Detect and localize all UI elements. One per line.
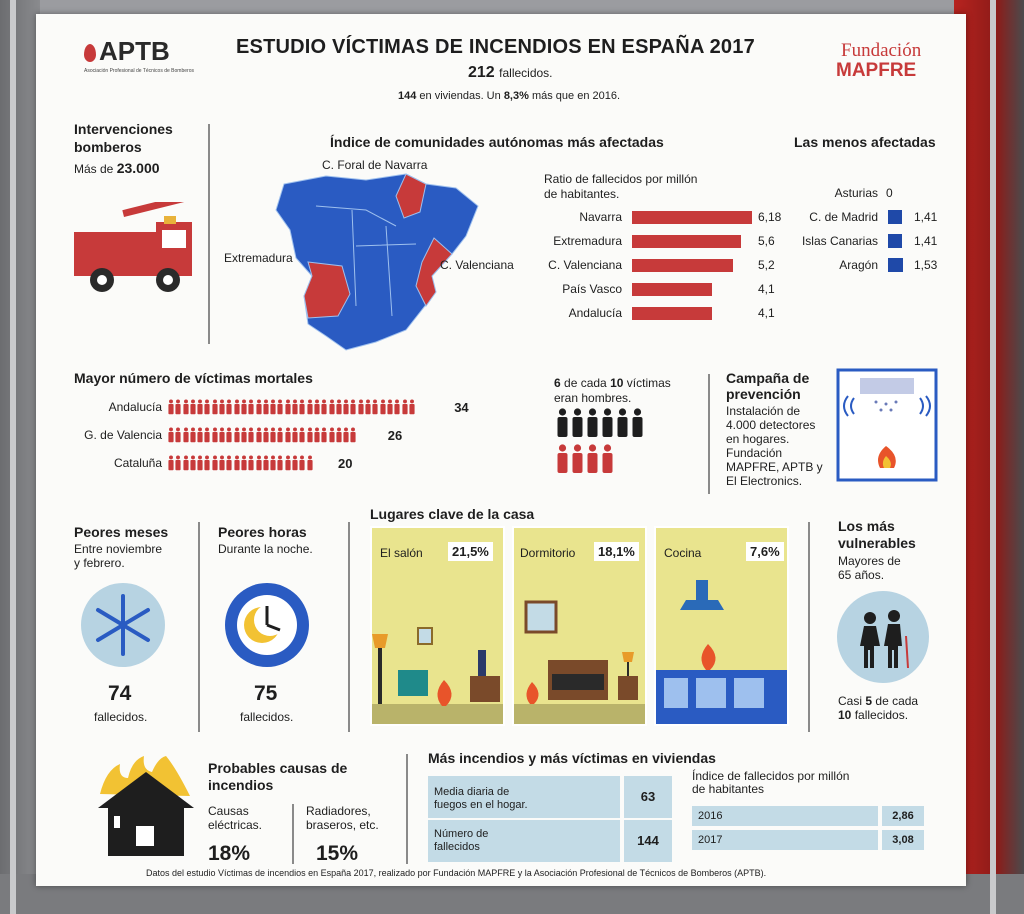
region-bar: [888, 210, 902, 224]
room-kitchen: [654, 526, 789, 726]
region-bar: [632, 259, 733, 272]
region-value: 4,1: [758, 282, 775, 296]
person-icon: [277, 426, 283, 444]
cause-heaters-value: 15%: [316, 842, 359, 865]
homes-r2-line1: Número de: [434, 828, 489, 840]
person-icon: [631, 408, 644, 438]
campaign-line: MAPFRE, APTB y: [726, 460, 823, 474]
person-icon: [263, 426, 269, 444]
flame-drop-icon: [84, 44, 96, 62]
campaign-line: Fundación: [726, 446, 783, 460]
person-icon: [277, 454, 283, 472]
aptb-logo-text: APTB: [99, 36, 170, 66]
person-icon: [285, 454, 291, 472]
total-deaths: [468, 64, 553, 82]
person-icon: [256, 454, 262, 472]
pictogram-row: [168, 398, 416, 421]
homes-r1-line2: fuegos en el hogar.: [434, 799, 528, 811]
region-label: Cataluña: [113, 456, 162, 470]
person-icon: [219, 398, 225, 416]
region-value: 34: [454, 400, 469, 415]
interventions-text: Más de: [74, 162, 114, 176]
person-icon: [190, 454, 196, 472]
region-label: Aragón: [839, 258, 878, 272]
divider: [292, 804, 294, 864]
person-icon: [556, 444, 569, 474]
months-title: Peores meses: [74, 524, 169, 540]
region-label: Andalucía: [568, 306, 622, 320]
interventions-title-2: bomberos: [74, 139, 142, 155]
person-icon: [175, 398, 181, 416]
hours-text: Durante la noche.: [218, 542, 313, 556]
room-name: Cocina: [664, 546, 702, 560]
person-icon: [307, 398, 313, 416]
region-value: 26: [387, 428, 403, 443]
person-icon: [241, 398, 247, 416]
region-value: 5,6: [758, 234, 775, 248]
footer-source: Datos del estudio Víctimas de incendios en España 2017, realizado por Fundación MAPFRE y la Asociación Profesional de Técnicos de Bomberos (APTB).: [146, 868, 767, 878]
snowflake-icon: [80, 582, 166, 668]
region-label: Navarra: [579, 210, 622, 224]
person-icon: [556, 408, 569, 438]
vulnerable-title-1: Los más: [838, 518, 895, 534]
person-icon: [197, 398, 203, 416]
infographic-banner: [36, 14, 966, 886]
person-icon: [343, 398, 349, 416]
person-icon: [350, 426, 356, 444]
months-text: [74, 542, 162, 570]
gender-line2: eran hombres.: [554, 391, 632, 405]
person-icon: [336, 426, 342, 444]
person-icon: [204, 398, 210, 416]
cause-electric-line1: Causas: [208, 804, 249, 818]
banner-pole-right: [990, 0, 996, 914]
banner-pole-left: [10, 0, 16, 914]
person-icon: [183, 454, 189, 472]
vulnerable-foot-b: 5: [865, 694, 873, 708]
homes-title: Más incendios y más víctimas en viviendas: [428, 750, 716, 766]
homes-index-2016: [692, 806, 878, 826]
person-icon: [380, 398, 386, 416]
room-pct: 21,5%: [448, 542, 493, 561]
campaign-title-1: Campaña de: [726, 370, 810, 386]
person-icon: [226, 454, 232, 472]
campaign-line: 4.000 detectores: [726, 418, 816, 432]
person-icon: [248, 426, 254, 444]
person-icon: [212, 398, 218, 416]
region-value: 1,41: [914, 210, 938, 224]
person-icon: [409, 398, 415, 416]
person-icon: [277, 398, 283, 416]
divider: [406, 754, 408, 864]
homes-index-title-2: de habitantes: [692, 782, 765, 796]
person-icon: [197, 454, 203, 472]
campaign-line: El Electronics.: [726, 474, 803, 488]
person-icon: [571, 408, 584, 438]
person-icon: [226, 398, 232, 416]
fire-truck-icon: [72, 202, 196, 302]
region-bar: [632, 307, 712, 320]
vulnerable-line1: Mayores de: [838, 554, 901, 568]
homes-index-2017-value: 3,08: [882, 830, 924, 850]
person-icon: [292, 454, 298, 472]
divider: [808, 522, 810, 732]
homes-year-2017: 2017: [698, 834, 723, 846]
gender-text: [554, 376, 671, 406]
kitchen-icon: [656, 574, 787, 724]
total-deaths-label: fallecidos.: [499, 66, 553, 80]
living-room-icon: [372, 614, 503, 724]
room-living: [370, 526, 505, 726]
map-label-valenciana: C. Valenciana: [440, 258, 514, 272]
person-icon: [299, 426, 305, 444]
divider: [208, 124, 210, 344]
person-icon: [394, 398, 400, 416]
homes-r1-line1: Media diaria de: [434, 786, 510, 798]
person-icon: [307, 454, 313, 472]
person-icon: [616, 408, 629, 438]
person-icon: [336, 398, 342, 416]
person-icon: [270, 398, 276, 416]
person-icon: [168, 454, 174, 472]
vulnerable-foot-e: fallecidos.: [854, 708, 909, 722]
total-deaths-value: 212: [468, 64, 495, 81]
hours-title: Peores horas: [218, 524, 307, 540]
person-icon: [586, 408, 599, 438]
region-value: 1,41: [914, 234, 938, 248]
vulnerable-foot-d: 10: [838, 708, 852, 722]
room-name: El salón: [380, 546, 423, 560]
vulnerable-footer: [838, 694, 918, 722]
vulnerable-title-2: vulnerables: [838, 535, 916, 551]
cause-heaters-line1: Radiadores,: [306, 804, 371, 818]
person-icon: [175, 454, 181, 472]
region-value: 1,53: [914, 258, 938, 272]
cause-heaters: [306, 804, 379, 832]
night-clock-icon: [224, 582, 310, 668]
person-icon: [183, 426, 189, 444]
region-bar: [632, 211, 752, 224]
elderly-couple-icon: [836, 590, 930, 684]
homes-index-2016-value: 2,86: [882, 806, 924, 826]
divider: [348, 522, 350, 732]
person-icon: [307, 426, 313, 444]
person-icon: [314, 426, 320, 444]
person-icon: [263, 398, 269, 416]
cause-heaters-line2: braseros, etc.: [306, 818, 379, 832]
deaths-title: Mayor número de víctimas mortales: [74, 370, 313, 386]
pictogram-row: [168, 454, 314, 477]
person-icon: [175, 426, 181, 444]
region-value: 4,1: [758, 306, 775, 320]
person-icon: [219, 426, 225, 444]
person-icon: [270, 454, 276, 472]
person-icon: [387, 398, 393, 416]
person-icon: [586, 444, 599, 474]
person-icon: [299, 454, 305, 472]
person-icon: [350, 398, 356, 416]
region-bar: [632, 235, 741, 248]
months-label: fallecidos.: [94, 710, 148, 724]
person-icon: [197, 426, 203, 444]
months-value: 74: [108, 682, 132, 705]
homes-index-title-1: Índice de fallecidos por millón: [692, 769, 850, 783]
homes-index-title: [692, 770, 849, 796]
person-icon: [168, 426, 174, 444]
campaign-lines: [726, 404, 823, 488]
map-label-navarra: C. Foral de Navarra: [322, 158, 428, 172]
campaign-title: [726, 370, 809, 402]
region-label: C. de Madrid: [809, 210, 878, 224]
header-sub-text2: más que en 2016.: [531, 90, 621, 102]
causes-title: [208, 760, 347, 794]
mapfre-logo-top: Fundación: [841, 40, 922, 61]
months-line1: Entre noviembre: [74, 542, 163, 556]
background-left: [0, 0, 40, 914]
person-icon: [263, 454, 269, 472]
homes-year-2016: 2016: [698, 810, 723, 822]
aptb-logo: [84, 36, 170, 67]
vulnerable-title: [838, 518, 916, 552]
homes-deaths-value: 144: [624, 820, 672, 862]
divider: [708, 374, 710, 494]
region-bar: [888, 258, 903, 272]
homes-daily-fires-value: 63: [624, 776, 672, 818]
header-subline: [398, 90, 620, 102]
person-icon: [402, 398, 408, 416]
person-icon: [365, 398, 371, 416]
page-title: ESTUDIO VÍCTIMAS DE INCENDIOS EN ESPAÑA 2017: [236, 36, 755, 58]
region-label: País Vasco: [562, 282, 622, 296]
person-icon: [190, 398, 196, 416]
vulnerable-foot-a: Casi: [838, 694, 863, 708]
smoke-detector-icon: [836, 368, 938, 482]
person-icon: [183, 398, 189, 416]
person-icon: [571, 444, 584, 474]
interventions-value: [74, 160, 160, 176]
person-icon: [601, 444, 614, 474]
region-label: Andalucía: [108, 400, 162, 414]
person-icon: [285, 426, 291, 444]
person-icon: [372, 398, 378, 416]
person-icon: [343, 426, 349, 444]
campaign-line: Instalación de: [726, 404, 801, 418]
person-icon: [299, 398, 305, 416]
region-label: Asturias: [834, 186, 878, 200]
region-label: Extremadura: [553, 234, 622, 248]
person-icon: [321, 426, 327, 444]
regions-title: Índice de comunidades autónomas más afectadas: [330, 134, 664, 150]
person-icon: [601, 408, 614, 438]
ratio-title-2: de habitantes.: [544, 187, 620, 201]
person-icon: [204, 454, 210, 472]
region-label: Islas Canarias: [801, 234, 878, 248]
person-icon: [256, 398, 262, 416]
room-pct: 18,1%: [594, 542, 639, 561]
region-bar: [888, 234, 902, 248]
mapfre-logo-bottom: MAPFRE: [836, 60, 917, 81]
causes-title-1: Probables causas de: [208, 760, 348, 776]
gender-text-b: víctimas: [626, 376, 671, 390]
campaign-line: en hogares.: [726, 432, 790, 446]
header-sub-text: en viviendas. Un: [419, 90, 501, 102]
homes-deaths: [428, 820, 620, 862]
hours-label: fallecidos.: [240, 710, 294, 724]
vulnerable-foot-c: de cada: [875, 694, 919, 708]
room-pct: 7,6%: [746, 542, 784, 561]
person-icon: [292, 398, 298, 416]
region-bar: [632, 283, 712, 296]
region-value: 0: [886, 186, 893, 200]
person-icon: [234, 426, 240, 444]
homes-r2-line2: fallecidos: [434, 841, 480, 853]
person-icon: [234, 454, 240, 472]
person-icon: [241, 454, 247, 472]
cause-electric-value: 18%: [208, 842, 251, 865]
increase-value: 8,3%: [503, 90, 529, 102]
region-label: G. de Valencia: [84, 428, 162, 442]
person-icon: [226, 426, 232, 444]
ratio-title: [544, 172, 697, 202]
pictogram-row: [168, 426, 358, 449]
room-name: Dormitorio: [520, 546, 576, 560]
region-label: C. Valenciana: [548, 258, 622, 272]
least-affected-title: Las menos afectadas: [794, 134, 936, 150]
gender-text-a: de cada: [564, 376, 607, 390]
interventions-title: [74, 120, 173, 156]
burning-house-icon: [96, 754, 196, 858]
ratio-title-1: Ratio de fallecidos por millón: [544, 172, 698, 186]
region-value: 5,2: [758, 258, 775, 272]
person-icon: [219, 454, 225, 472]
vulnerable-line2: 65 años.: [838, 568, 885, 582]
cause-electric: [208, 804, 262, 832]
person-icon: [190, 426, 196, 444]
interventions-number: 23.000: [116, 160, 160, 176]
person-icon: [292, 426, 298, 444]
months-line2: y febrero.: [74, 556, 125, 570]
person-icon: [321, 398, 327, 416]
campaign-title-2: prevención: [726, 386, 801, 402]
person-icon: [212, 454, 218, 472]
cause-electric-line2: eléctricas.: [208, 818, 263, 832]
homes-index-2017: [692, 830, 878, 850]
person-icon: [358, 398, 364, 416]
aptb-logo-subtitle: Asociación Profesional de Técnicos de Bomberos: [84, 68, 194, 74]
person-icon: [234, 398, 240, 416]
person-icon: [168, 398, 174, 416]
gender-num-b: 10: [610, 376, 624, 390]
person-icon: [329, 426, 335, 444]
person-icon: [256, 426, 262, 444]
person-icon: [241, 426, 247, 444]
interventions-title-1: Intervenciones: [74, 121, 173, 137]
map-label-extremadura: Extremadura: [224, 251, 293, 265]
bedroom-icon: [514, 594, 645, 724]
causes-title-2: incendios: [208, 777, 274, 793]
person-icon: [285, 398, 291, 416]
divider: [198, 522, 200, 732]
homes-daily-fires: [428, 776, 620, 818]
person-icon: [248, 454, 254, 472]
homes-deaths-value: 144: [398, 90, 417, 102]
person-icon: [314, 398, 320, 416]
hours-value: 75: [254, 682, 278, 705]
region-value: 20: [338, 456, 353, 471]
region-value: 6,18: [758, 210, 782, 224]
person-icon: [248, 398, 254, 416]
person-icon: [329, 398, 335, 416]
vulnerable-text: [838, 554, 901, 582]
person-icon: [212, 426, 218, 444]
person-icon: [270, 426, 276, 444]
room-bedroom: [512, 526, 647, 726]
gender-num-a: 6: [554, 376, 561, 390]
person-icon: [204, 426, 210, 444]
places-title: Lugares clave de la casa: [370, 506, 535, 522]
